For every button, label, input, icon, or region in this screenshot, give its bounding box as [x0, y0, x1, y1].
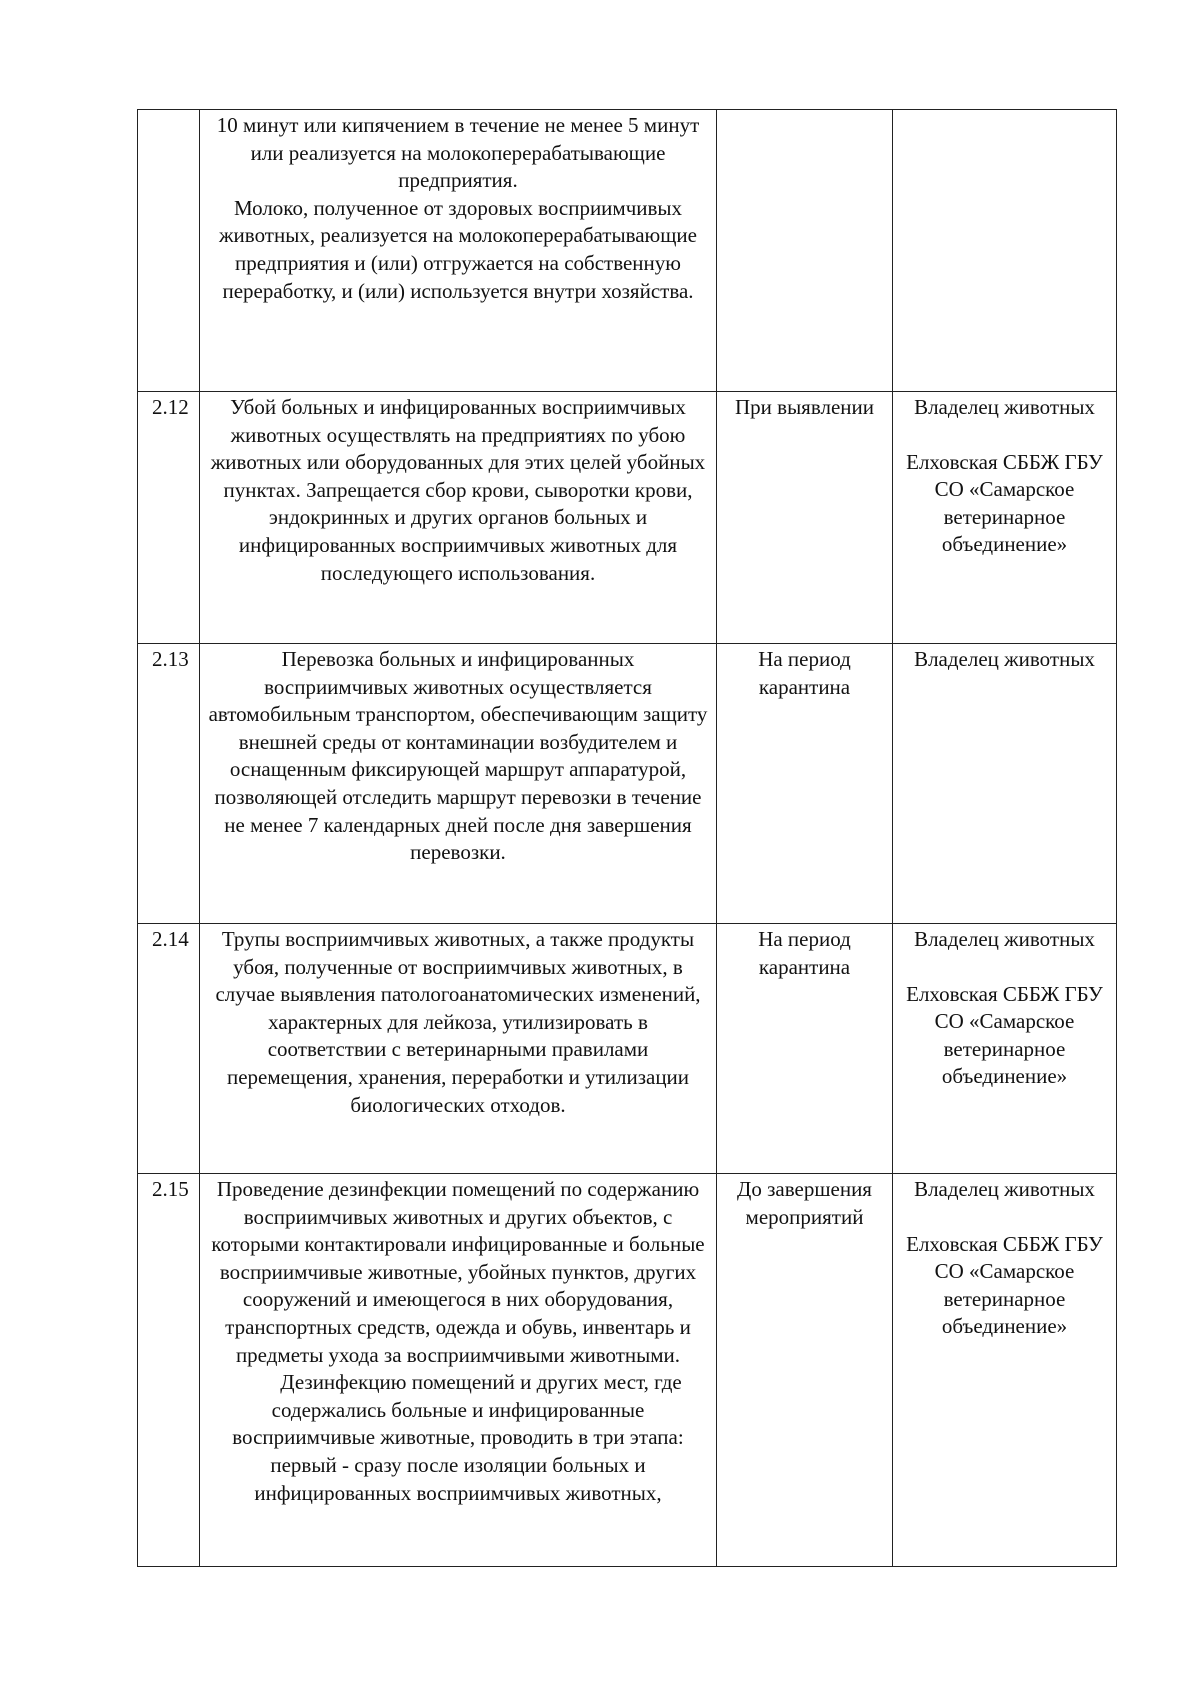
- table-row: [138, 110, 1117, 392]
- measure-paragraph: Дезинфекцию помещений и других мест, где содержались больные и инфицированные восприимчивые животные, проводить в три этапа: первый - сразу после изоляции больных и инфицированных восприимчивых животных,: [232, 1370, 684, 1505]
- measure-paragraph: Молоко, полученное от здоровых восприимчивых животных, реализуется на молокоперерабатывающие предприятия и (или) отгружается на собственную переработку, и (или) используется внутри хозяйства.: [219, 195, 697, 303]
- row-number: 2.15: [138, 1174, 200, 1567]
- measure-cell: [200, 110, 717, 392]
- term-cell: На период карантина: [717, 924, 893, 1174]
- responsible-party: Владелец животных: [914, 927, 1095, 951]
- table-row: [138, 1174, 1117, 1567]
- term-cell: [717, 110, 893, 392]
- responsible-cell: [893, 924, 1117, 1174]
- row-number: 2.12: [138, 392, 200, 644]
- table-row: [138, 924, 1117, 1174]
- measure-paragraph: Трупы восприимчивых животных, а также продукты убоя, полученные от восприимчивых животных, в случае выявления патологоанатомических изменений, характерных для лейкоза, утилизировать в соответствии с ветеринарными правилами перемещения, хранения, переработки и утилизации биологических отходов.: [215, 927, 701, 1117]
- responsible-party: Владелец животных: [914, 1177, 1095, 1201]
- responsible-party: Владелец животных: [914, 647, 1095, 671]
- measure-paragraph: Убой больных и инфицированных восприимчивых животных осуществлять на предприятиях по убою животных или оборудованных для этих целей убойных пунктах. Запрещается сбор крови, сыворотки крови, эндокринных и других органов больных и инфицированных восприимчивых животных для последующего использования.: [210, 395, 706, 585]
- measure-paragraph: Перевозка больных и инфицированных восприимчивых животных осуществляется автомобильным транспортом, обеспечивающим защиту внешней среды от контаминации возбудителем и оснащенным фиксирующей маршрут аппаратурой, позволяющей отследить маршрут перевозки в течение не менее 7 календарных дней после дня завершения перевозки.: [208, 647, 708, 865]
- row-number: 2.13: [138, 644, 200, 924]
- responsible-party: Владелец животных: [914, 395, 1095, 419]
- responsible-cell: [893, 644, 1117, 924]
- row-number: [138, 110, 200, 392]
- responsible-cell: [893, 1174, 1117, 1567]
- measure-paragraph: Проведение дезинфекции помещений по содержанию восприимчивых животных и других объектов, с которыми контактировали инфицированные и больные восприимчивые животные, убойных пунктов, других сооружений и имеющегося в них оборудования, транспортных средств, одежда и обувь, инвентарь и предметы ухода за восприимчивыми животными.: [211, 1177, 705, 1367]
- table-row: [138, 392, 1117, 644]
- measure-cell: [200, 1174, 717, 1567]
- responsible-cell: [893, 392, 1117, 644]
- term-cell: На период карантина: [717, 644, 893, 924]
- responsible-party: Елховская СББЖ ГБУ СО «Самарское ветеринарное объединение»: [906, 449, 1103, 557]
- responsible-cell: [893, 110, 1117, 392]
- measure-paragraph: 10 минут или кипячением в течение не менее 5 минут или реализуется на молокоперерабатывающие предприятия.: [216, 113, 700, 193]
- row-number: 2.14: [138, 924, 200, 1174]
- measure-cell: [200, 392, 717, 644]
- measure-cell: [200, 644, 717, 924]
- responsible-party: Елховская СББЖ ГБУ СО «Самарское ветеринарное объединение»: [906, 981, 1103, 1089]
- responsible-party: Елховская СББЖ ГБУ СО «Самарское ветеринарное объединение»: [906, 1231, 1103, 1339]
- measures-table: [137, 109, 1117, 1567]
- measure-cell: [200, 924, 717, 1174]
- term-cell: До завершения мероприятий: [717, 1174, 893, 1567]
- table-row: [138, 644, 1117, 924]
- term-cell: При выявлении: [717, 392, 893, 644]
